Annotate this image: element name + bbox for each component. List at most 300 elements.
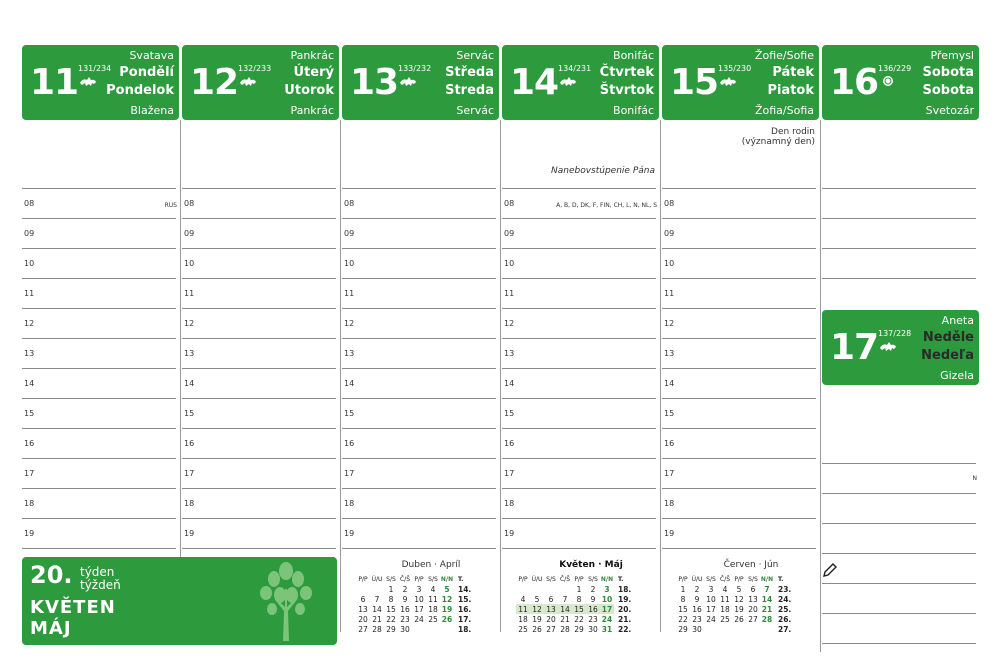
hour-label: 13: [344, 349, 355, 358]
day-of-year: 136/229: [878, 64, 912, 73]
day-name-sk: Streda: [445, 83, 494, 98]
day-name-sk: Piatok: [767, 83, 814, 98]
calendar-cell: 28: [372, 624, 382, 634]
calendar-cell: 23.: [778, 584, 792, 594]
hour-line: [662, 248, 816, 249]
calendar-cell: 10: [706, 594, 716, 604]
hour-label: 15: [504, 409, 515, 418]
hour-line: [342, 458, 496, 459]
calendar-cell: [760, 624, 774, 634]
calendar-cell: 28: [560, 624, 570, 634]
hour-label: 11: [24, 289, 35, 298]
calendar-cell: 18: [720, 604, 730, 614]
day-number: 13: [350, 62, 399, 103]
calendar-cell: 6: [750, 584, 756, 594]
hour-label: 10: [344, 259, 355, 268]
calendar-cell: 9: [402, 594, 408, 604]
hour-label: 08: [664, 199, 675, 208]
calendar-cell: 27.: [778, 624, 792, 634]
calendar-cell: 21: [372, 614, 382, 624]
weekday-header: Č/Š: [719, 575, 731, 583]
moon-phase-icon: [78, 74, 98, 88]
weekday-header: P/P: [734, 575, 744, 583]
nameday-cz: Žofie/Sofie: [754, 49, 814, 62]
calendar-cell: 12: [734, 594, 744, 604]
hour-label: 09: [504, 229, 515, 238]
calendar-cell: 22: [386, 614, 396, 624]
calendar-row: [356, 584, 476, 594]
day-name-cz: Středa: [445, 65, 494, 80]
hour-label: 19: [24, 529, 35, 538]
day-number: 17: [830, 327, 879, 368]
hour-label: 11: [184, 289, 195, 298]
calendar-cell: 5: [534, 594, 540, 604]
calendar-row: [356, 614, 476, 624]
hour-label: 17: [344, 469, 355, 478]
calendar-cell: 29: [574, 624, 584, 634]
pencil-icon: [822, 562, 838, 578]
hour-line: [182, 368, 336, 369]
hour-line: [182, 218, 336, 219]
month-name-sk: MÁJ: [30, 618, 72, 639]
hour-label: 10: [664, 259, 675, 268]
week-label-cz: týden: [80, 565, 115, 579]
calendar-cell: 12: [441, 594, 453, 604]
weekday-header: P/P: [358, 575, 368, 583]
calendar-cell: 22.: [618, 624, 632, 634]
hour-line: [182, 278, 336, 279]
day-name-sk: Štvrtok: [599, 83, 654, 98]
weekday-header: P/P: [414, 575, 424, 583]
hour-label: 15: [184, 409, 195, 418]
hour-line: [182, 308, 336, 309]
calendar-cell: 22: [574, 614, 584, 624]
hour-label: 13: [504, 349, 515, 358]
calendar-cell: 15: [386, 604, 396, 614]
calendar-row: [676, 624, 796, 634]
hour-label: 08: [504, 199, 515, 208]
calendar-cell: 17.: [458, 614, 472, 624]
calendar-cell: 1: [576, 584, 582, 594]
hour-label: 09: [344, 229, 355, 238]
calendar-cell: 10: [601, 594, 613, 604]
calendar-cell: 6: [548, 594, 554, 604]
calendar-cell: 18.: [618, 584, 632, 594]
nameday-cz: Servác: [456, 49, 494, 62]
hour-line: [22, 398, 176, 399]
calendar-cell: 15: [678, 604, 688, 614]
hour-label: 09: [24, 229, 35, 238]
calendar-cell: 2: [402, 584, 408, 594]
hour-line: [182, 428, 336, 429]
calendar-row: [676, 604, 796, 614]
day-name-sk: Utorok: [284, 83, 334, 98]
hour-label: 16: [664, 439, 675, 448]
column-divider: [340, 120, 341, 632]
calendar-cell: [704, 624, 718, 634]
calendar-cell: [412, 624, 426, 634]
day-of-year: 131/234: [78, 64, 112, 73]
day-header: [182, 45, 339, 120]
hour-label: 16: [344, 439, 355, 448]
hour-line: [342, 398, 496, 399]
weekday-header: Č/Š: [399, 575, 411, 583]
moon-phase-icon: [238, 74, 258, 88]
hour-line: [342, 488, 496, 489]
hour-label: 12: [184, 319, 195, 328]
calendar-cell: 26.: [778, 614, 792, 624]
hour-line: [22, 518, 176, 519]
hour-line: [22, 488, 176, 489]
divider-line: [502, 188, 656, 189]
calendar-cell: 16: [400, 604, 410, 614]
moon-phase-icon: [878, 339, 898, 353]
hour-label: 19: [504, 529, 515, 538]
calendar-cell: 17: [414, 604, 424, 614]
calendar-cell: 23: [588, 614, 598, 624]
hour-line: [662, 368, 816, 369]
mini-calendar: [676, 560, 826, 634]
hour-line: [182, 248, 336, 249]
day-name-cz: Úterý: [293, 65, 334, 80]
hour-label: 18: [504, 499, 515, 508]
hour-line: [502, 518, 656, 519]
calendar-row: [516, 584, 636, 594]
calendar-cell: [516, 584, 530, 594]
hour-line: [22, 368, 176, 369]
calendar-cell: 20: [546, 614, 556, 624]
observance-note: Den rodin: [771, 127, 815, 137]
hour-line: [502, 218, 656, 219]
weekday-header: T.: [778, 575, 784, 583]
calendar-cell: 11: [720, 594, 730, 604]
hour-label: 12: [504, 319, 515, 328]
day-header: [662, 45, 819, 120]
week-label-sk: týždeň: [80, 578, 121, 592]
calendar-row: [676, 594, 796, 604]
hour-line: [502, 308, 656, 309]
hour-label: 13: [24, 349, 35, 358]
holiday-note: Nanebovstúpenie Pána: [551, 166, 655, 176]
calendar-row: [516, 604, 636, 614]
calendar-cell: 18: [428, 604, 438, 614]
hour-line: [182, 338, 336, 339]
calendar-cell: 12: [530, 604, 544, 614]
calendar-cell: [530, 584, 544, 594]
note-line: [822, 493, 976, 494]
calendar-row: [516, 594, 636, 604]
hour-label: 18: [664, 499, 675, 508]
calendar-cell: 25: [428, 614, 438, 624]
hour-label: 08: [184, 199, 195, 208]
day-name-cz: Čtvrtek: [599, 65, 654, 80]
hour-label: 19: [184, 529, 195, 538]
calendar-cell: [732, 624, 746, 634]
hour-line: [22, 278, 176, 279]
hour-label: 17: [664, 469, 675, 478]
calendar-cell: 21: [560, 614, 570, 624]
calendar-cell: 8: [680, 594, 686, 604]
calendar-cell: 30: [400, 624, 410, 634]
week-number: 20.: [30, 561, 73, 589]
hour-line: [662, 278, 816, 279]
hour-label: 11: [344, 289, 355, 298]
calendar-cell: 19: [441, 604, 453, 614]
hour-line: [502, 458, 656, 459]
divider-line: [22, 188, 176, 189]
calendar-cell: 9: [694, 594, 700, 604]
hour-line: [22, 338, 176, 339]
tree-icon: [258, 561, 314, 641]
calendar-cell: 26: [734, 614, 744, 624]
calendar-cell: 22: [678, 614, 688, 624]
calendar-cell: 14: [372, 604, 382, 614]
nameday-sk: Pankrác: [290, 104, 334, 117]
calendar-cell: [356, 584, 370, 594]
month-name-cz: KVĚTEN: [30, 597, 116, 618]
hour-label: 08: [24, 199, 35, 208]
hour-line: [662, 518, 816, 519]
weekday-header: T.: [618, 575, 624, 583]
column-divider: [500, 120, 501, 632]
hour-label: 16: [504, 439, 515, 448]
hour-line: [502, 338, 656, 339]
hour-label: 09: [664, 229, 675, 238]
hour-line: [662, 488, 816, 489]
hour-line: [22, 218, 176, 219]
calendar-cell: 1: [388, 584, 394, 594]
hour-label: 14: [184, 379, 195, 388]
note-line: [822, 218, 976, 219]
note-line: [822, 463, 976, 464]
calendar-cell: 20.: [618, 604, 632, 614]
calendar-cell: 7: [764, 584, 770, 594]
note-line: [822, 613, 976, 614]
hour-line: [502, 248, 656, 249]
calendar-cell: 20: [358, 614, 368, 624]
calendar-cell: 19: [532, 614, 542, 624]
hour-label: 19: [664, 529, 675, 538]
calendar-cell: 2: [694, 584, 700, 594]
nameday-cz: Aneta: [941, 314, 974, 327]
hour-line: [342, 218, 496, 219]
calendar-cell: [370, 584, 384, 594]
hour-line: [342, 278, 496, 279]
calendar-cell: 4: [520, 594, 526, 604]
calendar-cell: 30: [588, 624, 598, 634]
note-line: [822, 188, 976, 189]
hour-line: [22, 458, 176, 459]
hour-line: [662, 338, 816, 339]
hour-label: 14: [664, 379, 675, 388]
hour-label: 12: [344, 319, 355, 328]
hour-line: [662, 218, 816, 219]
week-box: [22, 557, 337, 645]
weekday-header: S/S: [546, 575, 556, 583]
calendar-cell: 28: [761, 614, 773, 624]
hour-label: 16: [184, 439, 195, 448]
hour-line: [502, 368, 656, 369]
hour-label: 19: [344, 529, 355, 538]
hour-line: [22, 548, 176, 549]
day-header-sun: [822, 310, 979, 385]
hour-line: [342, 248, 496, 249]
hour-line: [502, 488, 656, 489]
holiday-countries: RUS: [164, 202, 177, 209]
weekday-header: P/P: [574, 575, 584, 583]
hour-label: 11: [664, 289, 675, 298]
nameday-cz: Svatava: [129, 49, 174, 62]
calendar-cell: 7: [562, 594, 568, 604]
divider-line: [182, 188, 336, 189]
day-number: 15: [670, 62, 719, 103]
day-number: 16: [830, 62, 879, 103]
calendar-cell: 7: [374, 594, 380, 604]
hour-line: [502, 428, 656, 429]
nameday-cz: Přemysl: [930, 49, 974, 62]
day-number: 12: [190, 62, 239, 103]
calendar-cell: 23: [692, 614, 702, 624]
hour-line: [342, 308, 496, 309]
hour-line: [502, 398, 656, 399]
calendar-row: [356, 594, 476, 604]
hour-label: 18: [24, 499, 35, 508]
calendar-cell: [440, 624, 454, 634]
hour-label: 18: [184, 499, 195, 508]
calendar-cell: 15: [572, 604, 586, 614]
calendar-cell: [718, 624, 732, 634]
calendar-cell: 11: [428, 594, 438, 604]
day-header: [342, 45, 499, 120]
divider-line: [342, 188, 496, 189]
calendar-title: Červen · Jún: [723, 560, 779, 570]
weekday-header: S/S: [706, 575, 716, 583]
hour-label: 17: [184, 469, 195, 478]
hour-label: 18: [344, 499, 355, 508]
calendar-cell: 14.: [458, 584, 472, 594]
note-line: [822, 523, 976, 524]
calendar-cell: 21.: [618, 614, 632, 624]
hour-label: 13: [664, 349, 675, 358]
calendar-title: Květen · Máj: [559, 560, 623, 570]
calendar-cell: 8: [576, 594, 582, 604]
day-number: 14: [510, 62, 559, 103]
calendar-cell: 4: [430, 584, 436, 594]
nameday-cz: Pankrác: [290, 49, 334, 62]
day-name-cz: Pondělí: [119, 65, 174, 80]
calendar-cell: 18.: [458, 624, 472, 634]
moon-phase-icon: [718, 74, 738, 88]
calendar-cell: 27: [748, 614, 758, 624]
calendar-cell: 4: [722, 584, 728, 594]
calendar-cell: 17: [601, 604, 613, 614]
hour-line: [662, 548, 816, 549]
calendar-cell: 5: [444, 584, 450, 594]
hour-label: 16: [24, 439, 35, 448]
nameday-sk: Žofia/Sofia: [754, 104, 814, 117]
calendar-cell: 27: [546, 624, 556, 634]
column-divider: [660, 120, 661, 632]
hour-line: [662, 428, 816, 429]
weekday-header: Ú/U: [531, 575, 543, 583]
calendar-cell: 11: [516, 604, 530, 614]
calendar-cell: 18: [518, 614, 528, 624]
observance-note-sub: (významný den): [741, 137, 815, 147]
mini-calendar: [516, 560, 666, 634]
calendar-cell: 1: [680, 584, 686, 594]
day-name-cz: Neděle: [922, 330, 974, 345]
calendar-cell: 19.: [618, 594, 632, 604]
weekday-header: S/S: [588, 575, 598, 583]
calendar-cell: 20: [748, 604, 758, 614]
calendar-row: [676, 614, 796, 624]
note-line: [822, 248, 976, 249]
weekday-header: S/S: [748, 575, 758, 583]
nameday-cz: Bonifác: [613, 49, 654, 62]
hour-line: [662, 458, 816, 459]
weekday-header: P/P: [518, 575, 528, 583]
calendar-cell: 27: [358, 624, 368, 634]
day-of-year: 132/233: [238, 64, 272, 73]
calendar-cell: [558, 584, 572, 594]
calendar-cell: 16: [586, 604, 600, 614]
weekday-header: Č/Š: [559, 575, 571, 583]
nameday-sk: Bonifác: [613, 104, 654, 117]
calendar-cell: 23: [400, 614, 410, 624]
hour-line: [22, 248, 176, 249]
calendar-row: [516, 624, 636, 634]
calendar-row: [676, 584, 796, 594]
hour-label: 13: [184, 349, 195, 358]
calendar-cell: 29: [386, 624, 396, 634]
hour-line: [342, 338, 496, 339]
full-moon-icon: [878, 74, 898, 88]
calendar-cell: 21: [761, 604, 773, 614]
note-line: [822, 583, 976, 584]
day-header-sat: [822, 45, 979, 120]
weekday-header: S/S: [428, 575, 438, 583]
hour-label: 10: [504, 259, 515, 268]
moon-phase-icon: [398, 74, 418, 88]
calendar-cell: 29: [678, 624, 688, 634]
hour-label: 14: [344, 379, 355, 388]
holiday-countries: N: [972, 475, 977, 482]
weekday-header: N/N: [760, 575, 774, 583]
calendar-cell: 26: [441, 614, 453, 624]
day-header: [22, 45, 179, 120]
calendar-row: [516, 614, 636, 624]
hour-line: [182, 518, 336, 519]
calendar-cell: 25: [518, 624, 528, 634]
calendar-cell: 13: [544, 604, 558, 614]
hour-label: 11: [504, 289, 515, 298]
calendar-cell: 24: [414, 614, 424, 624]
calendar-cell: 16: [692, 604, 702, 614]
divider-line: [662, 188, 816, 189]
day-of-year: 135/230: [718, 64, 752, 73]
hour-line: [662, 308, 816, 309]
hour-line: [182, 488, 336, 489]
calendar-cell: 13: [748, 594, 758, 604]
calendar-cell: 17: [706, 604, 716, 614]
day-name-sk: Sobota: [922, 83, 974, 98]
hour-line: [502, 278, 656, 279]
calendar-cell: 10: [414, 594, 424, 604]
hour-line: [182, 458, 336, 459]
hour-label: 12: [24, 319, 35, 328]
calendar-cell: 25.: [778, 604, 792, 614]
day-of-year: 134/231: [558, 64, 592, 73]
